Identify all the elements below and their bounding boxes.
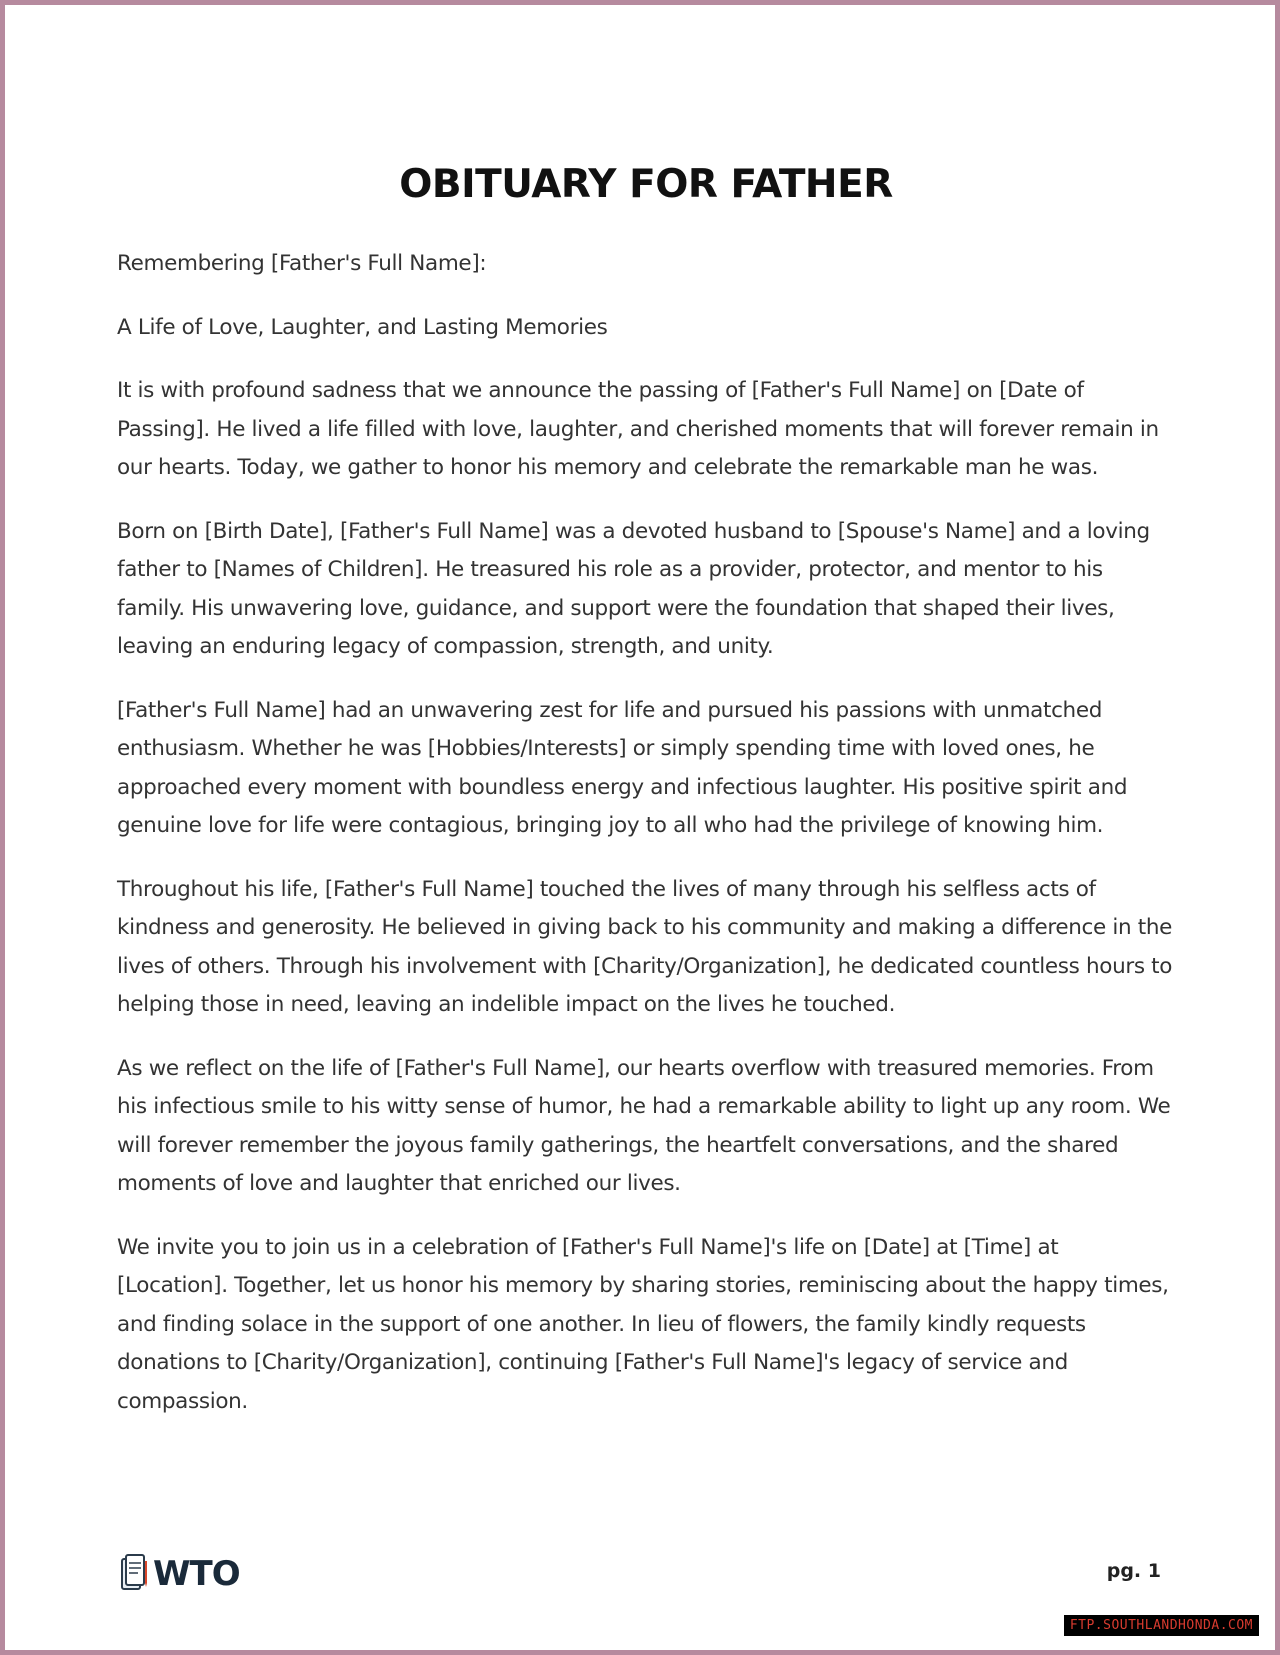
document-logo-icon <box>119 1553 149 1595</box>
paragraph-celebration: We invite you to join us in a celebration of [Father's Full Name]'s life on [Date] at [Time] at [Location]. Together, let us honor his memory by sharing stories, reminiscing about the happy times, and finding solace in the support of one another. In lieu of flowers, the family kindly requests donations to [Charity/Organization], continuing [Father's Full Name]'s legacy of service and compassion. <box>117 1234 1169 1414</box>
page-number: pg. 1 <box>1106 1560 1161 1582</box>
document-page <box>117 155 1175 1446</box>
paragraph-passions: [Father's Full Name] had an unwavering zest for life and pursued his passions with unmatched enthusiasm. Whether he was [Hobbies/Interests] or simply spending time with loved ones, he approached every moment with boundless energy and infectious laughter. His positive spirit and genuine love for life were contagious, bringing joy to all who had the privilege of knowing him. <box>117 697 1128 838</box>
paragraph-memories: As we reflect on the life of [Father's Full Name], our hearts overflow with treasured memories. From his infectious smile to his witty sense of humor, he had a remarkable ability to light up any room. We will forever remember the joyous family gatherings, the heartfelt conversations, and the shared moments of love and laughter that enriched our lives. <box>117 1055 1171 1196</box>
paragraph-family: Born on [Birth Date], [Father's Full Name] was a devoted husband to [Spouse's Name] and a loving father to [Names of Children]. He treasured his role as a provider, protector, and mentor to his family. His unwavering love, guidance, and support were the foundation that shaped their lives, leaving an enduring legacy of compassion, strength, and unity. <box>117 518 1150 659</box>
footer-logo <box>119 1553 240 1595</box>
document-title: OBITUARY FOR FATHER <box>399 162 893 207</box>
subheading-line: A Life of Love, Laughter, and Lasting Memories <box>117 314 608 340</box>
paragraph-generosity: Throughout his life, [Father's Full Name] touched the lives of many through his selfless acts of kindness and generosity. He believed in giving back to his community and making a difference in the lives of others. Through his involvement with [Charity/Organization], he dedicated countless hours to helping those in need, leaving an indelible impact on the lives he touched. <box>117 876 1173 1017</box>
logo-text: WTO <box>153 1554 240 1594</box>
watermark-badge: FTP.SOUTHLANDHONDA.COM <box>1064 1615 1259 1636</box>
paragraph-passing: It is with profound sadness that we announce the passing of [Father's Full Name] on [Date of Passing]. He lived a life filled with love, laughter, and cherished moments that will forever remain in our hearts. Today, we gather to honor his memory and celebrate the remarkable man he was. <box>117 378 1159 480</box>
heading-line: Remembering [Father's Full Name]: <box>117 251 487 276</box>
